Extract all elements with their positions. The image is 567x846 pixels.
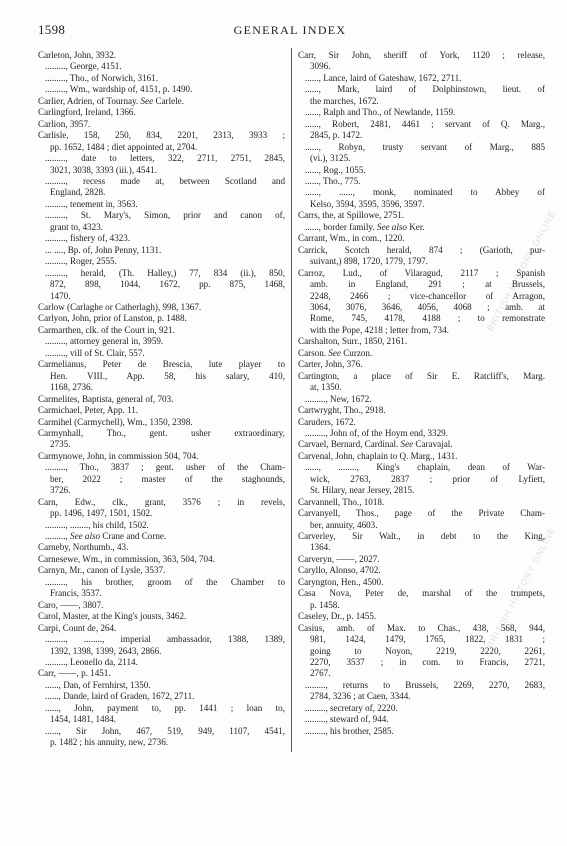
- entry-heading-line: Carmichael, Peter, App. 11.: [38, 405, 139, 416]
- entry-continuation-line: 1364.: [310, 542, 331, 553]
- index-entry: [38, 359, 285, 393]
- entry-heading-line: ........., his brother, 2585.: [305, 725, 394, 736]
- entry-continuation-line: 3021, 3038, 3393 (iii.), 4541.: [50, 164, 157, 175]
- entry-continuation-line: pp. 1652, 1484 ; diet appointed at, 2704.: [50, 141, 198, 152]
- index-entry: [298, 577, 545, 588]
- cross-reference-label: See: [140, 95, 154, 106]
- entry-heading-line: Carpi, Count de, 264.: [38, 622, 117, 633]
- index-entry: [38, 348, 285, 359]
- index-entry: [298, 417, 545, 428]
- index-entry: [38, 233, 285, 244]
- index-entry: [298, 371, 545, 394]
- index-entry: [298, 50, 545, 73]
- index-entry: [38, 268, 285, 302]
- entry-heading-line: Casius, amb. of Max. to Chas., 438, 568, 944,: [298, 622, 545, 633]
- cross-reference-label: See also: [70, 531, 101, 542]
- index-entry: [38, 119, 285, 130]
- entry-continuation-line: 2270, 3537 ; in com. to Francis, 2721,: [310, 657, 545, 668]
- index-entry: [298, 119, 545, 142]
- page-number: 1598: [38, 22, 66, 37]
- entry-heading-line: ........., fishery of, 4323.: [45, 233, 131, 244]
- entry-heading-line: Carmelites, Baptista, general of, 703.: [38, 393, 174, 404]
- entry-continuation-line: 3726.: [50, 485, 71, 496]
- index-entry: [38, 703, 285, 726]
- index-entry: [298, 405, 545, 416]
- index-entry: [38, 176, 285, 199]
- entry-heading-line: Carr, Sir John, sheriff of York, 1120 ; release,: [298, 50, 545, 60]
- entry-heading-line: ........., Tho., 3837 ; gent. usher of the Cham-: [45, 462, 285, 473]
- entry-heading-line: Carlow (Carlaghe or Catherlagh), 998, 1367.: [38, 301, 202, 312]
- index-entry: [38, 577, 285, 600]
- entry-heading-line: ......, ........, King's chaplain, dean of War-: [305, 462, 545, 473]
- entry-continuation-line: 1454, 1481, 1484.: [50, 714, 116, 725]
- entry-continuation-line: Rome, 745, 4178, 4188 ; to remonstrate: [310, 313, 545, 324]
- entry-text-segment: Caravajal.: [413, 439, 453, 450]
- entry-continuation-line: Kelso, 3594, 3595, 3596, 3597.: [310, 198, 425, 209]
- index-entry: [298, 73, 545, 84]
- cross-reference-label: See: [400, 439, 414, 450]
- entry-heading-line: Carverley, Sir Walt., in debt to the King,: [298, 531, 545, 542]
- index-entry: [38, 245, 285, 256]
- index-entry: [298, 439, 545, 450]
- index-entry: [298, 165, 545, 176]
- entry-heading-line: Carneby, Northumb., 43.: [38, 542, 129, 553]
- index-entry: [38, 428, 285, 451]
- entry-continuation-line: Francis, 3537.: [50, 588, 102, 599]
- index-entry: [298, 210, 545, 221]
- entry-text-segment: Carlier, Adrien, of Tournay.: [38, 95, 141, 106]
- entry-heading-line: ... ...., Bp. of, John Penny, 1131.: [45, 244, 162, 255]
- entry-heading-line: ......, Rog., 1055.: [305, 164, 366, 175]
- index-entry: [38, 394, 285, 405]
- entry-text-segment: Ker.: [406, 221, 425, 232]
- index-entry: [38, 657, 285, 668]
- entry-heading-line: Cartington, a place of Sir E. Ratcliff's, Marg.: [298, 370, 545, 381]
- index-entry: [298, 222, 545, 233]
- watermark-text: BRITISH HISTORY ONLINE: [485, 525, 558, 650]
- entry-heading-line: Carmelianus, Peter de Brescia, lute player to: [38, 359, 285, 370]
- watermark-text: BRITISH HISTORY ONLINE: [485, 208, 558, 333]
- index-entry: [38, 130, 285, 153]
- index-entry: [298, 554, 545, 565]
- entry-heading-line: ......, Dan, of Fernhirst, 1350.: [45, 679, 151, 690]
- entry-heading-line: ........., Roger, 2555.: [45, 256, 117, 267]
- entry-continuation-line: 2735.: [50, 439, 71, 450]
- entry-continuation-line: 2248, 2466 ; vice-chancellor of Arragon,: [310, 290, 545, 301]
- entry-heading-line: Caryngton, Hen., 4500.: [298, 576, 384, 587]
- index-entry: [38, 462, 285, 496]
- entry-heading-line: Carlingford, Ireland, 1366.: [38, 107, 136, 118]
- entry-heading-line: ........., Tho., of Norwich, 3161.: [45, 72, 158, 83]
- entry-text-segment: ......, border family.: [305, 221, 377, 232]
- index-entry: [38, 50, 285, 61]
- index-entry: [38, 73, 285, 84]
- index-entry: [298, 233, 545, 244]
- entry-continuation-line: 2845, p. 1472.: [310, 130, 363, 141]
- index-entry: [38, 199, 285, 210]
- entry-continuation-line: Hen. VIII., App. 58, his salary, 410,: [50, 370, 285, 381]
- entry-heading-line: Carrick, Scotch herald, 874 ; (Garioth, pur-: [298, 244, 545, 255]
- index-entry: [38, 61, 285, 72]
- index-entry: [38, 96, 285, 107]
- entry-heading-line: [298, 439, 545, 450]
- index-entry: [38, 554, 285, 565]
- entry-heading-line: ........., George, 4151.: [45, 61, 122, 72]
- index-entry: [38, 325, 285, 336]
- entry-continuation-line: 981, 1424, 1479, 1765, 1822, 1831 ;: [310, 634, 545, 645]
- index-entry: [38, 691, 285, 702]
- entry-continuation-line: 1392, 1398, 1399, 2643, 2866.: [50, 645, 162, 656]
- entry-heading-line: Caseley, Dr., p. 1455.: [298, 611, 377, 622]
- entry-heading-line: ........., steward of, 944.: [305, 714, 389, 725]
- index-entry: [38, 726, 285, 749]
- index-entry: [38, 497, 285, 520]
- entry-continuation-line: suivant,) 898, 1720, 1779, 1797.: [310, 256, 428, 267]
- entry-heading-line: Carroz, Lud., of Vilaragud, 2117 ; Spanish: [298, 267, 545, 278]
- index-entry: [298, 142, 545, 165]
- index-entry: [298, 84, 545, 107]
- index-entry: [38, 634, 285, 657]
- entry-continuation-line: (vi.), 3125.: [310, 153, 351, 164]
- index-entry: [38, 210, 285, 233]
- entry-continuation-line: 1168, 2736.: [50, 382, 93, 393]
- index-entry: [298, 462, 545, 496]
- entry-continuation-line: 1470.: [50, 290, 71, 301]
- index-entry: [38, 565, 285, 576]
- entry-continuation-line: p. 1482 ; his annuity, new, 2736.: [50, 737, 169, 748]
- entry-heading-line: Carlion, 3957.: [38, 118, 91, 129]
- entry-heading-line: [38, 531, 285, 542]
- entry-continuation-line: wick, 2763, 2837 ; prior of Lyfiett,: [310, 473, 545, 484]
- entry-continuation-line: 2784, 3236 ; at Caen, 3344.: [310, 691, 411, 702]
- entry-heading-line: ......, ......, monk, nominated to Abbey of: [305, 187, 545, 198]
- index-entry: [38, 336, 285, 347]
- entry-heading-line: Carr, ——, p. 1451.: [38, 668, 111, 679]
- entry-heading-line: Caruders, 1672.: [298, 416, 356, 427]
- entry-heading-line: ........., ........, imperial ambassador, 1388, 1389,: [45, 634, 285, 645]
- entry-continuation-line: 3064, 3076, 3646, 4056, 4068 ; amb. at: [310, 301, 545, 312]
- index-entry: [298, 107, 545, 118]
- entry-text-segment: Carvael, Bernard, Cardinal.: [298, 439, 401, 450]
- entry-heading-line: Carlyon, John, prior of Lanston, p. 1488.: [38, 313, 187, 324]
- entry-heading-line: Carrant, Wm., in com., 1220.: [298, 233, 405, 244]
- index-entry: [298, 497, 545, 508]
- entry-heading-line: ......, Dande, laird of Graden, 1672, 2711.: [45, 691, 195, 702]
- entry-continuation-line: with the Pope, 4218 ; letter from, 734.: [310, 324, 449, 335]
- entry-continuation-line: pp. 1496, 1497, 1501, 1502.: [50, 508, 153, 519]
- index-entry: [38, 256, 285, 267]
- index-entry: [38, 84, 285, 95]
- entry-heading-line: ........., his brother, groom of the Chamber to: [45, 576, 285, 587]
- index-entry: [38, 451, 285, 462]
- entry-heading-line: ........., Leonello da, 2114.: [45, 657, 138, 668]
- index-entry: [38, 542, 285, 553]
- index-entry: [298, 451, 545, 462]
- entry-heading-line: ........., attorney general in, 3959.: [45, 336, 164, 347]
- entry-heading-line: Casa Nova, Peter de, marshal of the trumpets,: [298, 588, 545, 599]
- index-entry: [298, 565, 545, 576]
- column-rule: [291, 48, 292, 752]
- entry-heading-line: ......, Mark, laird of Dolphinstown, lieut. of: [305, 84, 545, 95]
- entry-heading-line: ........., secretary of, 2220.: [305, 702, 398, 713]
- entry-heading-line: ........., herald, (Th. Halley,) 77, 834 (ii.), 850,: [45, 267, 285, 278]
- entry-heading-line: [38, 96, 285, 107]
- index-entry: [298, 508, 545, 531]
- entry-heading-line: ......, John, payment to, pp. 1441 ; loan to,: [45, 702, 285, 713]
- entry-heading-line: [298, 348, 545, 359]
- index-column-right: [298, 50, 545, 737]
- entry-text-segment: .........,: [45, 531, 71, 542]
- entry-heading-line: ......, Sir John, 467, 519, 949, 1107, 4541,: [45, 725, 285, 736]
- index-entry: [298, 359, 545, 370]
- entry-continuation-line: 2767.: [310, 668, 331, 679]
- index-entry: [298, 623, 545, 680]
- entry-heading-line: Caro, ——, 3807.: [38, 599, 104, 610]
- index-entry: [38, 302, 285, 313]
- entry-heading-line: Carleton, John, 3932.: [38, 50, 117, 60]
- index-entry: [298, 187, 545, 210]
- index-entry: [38, 623, 285, 634]
- index-entry: [38, 680, 285, 691]
- entry-heading-line: ........., returns to Brussels, 2269, 2270, 2683,: [305, 679, 545, 690]
- entry-continuation-line: England, 2828.: [50, 187, 106, 198]
- entry-heading-line: Carnyn, Mr., canon of Lysle, 3537.: [38, 565, 166, 576]
- index-entry: [298, 680, 545, 703]
- entry-heading-line: ......, Robyn, trusty servant of Marg., 885: [305, 141, 545, 152]
- entry-continuation-line: ber, 2022 ; master of the staghounds,: [50, 473, 285, 484]
- running-head: GENERAL INDEX: [233, 23, 347, 37]
- index-entry: [298, 428, 545, 439]
- entry-heading-line: Carol, Master, at the King's jousts, 3462.: [38, 611, 187, 622]
- entry-continuation-line: St. Hilary, near Jersey, 2815.: [310, 485, 415, 496]
- entry-continuation-line: 872, 898, 1044, 1672, pp. 875, 1468,: [50, 279, 285, 290]
- entry-heading-line: ........., ........, his child, 1502.: [45, 519, 149, 530]
- entry-heading-line: ........., St. Mary's, Simon, prior and canon of,: [45, 210, 285, 221]
- entry-continuation-line: 3096.: [310, 61, 331, 72]
- entry-text-segment: Carlele.: [153, 95, 184, 106]
- cross-reference-label: See: [328, 347, 341, 358]
- index-entry: [298, 726, 545, 737]
- index-entry: [298, 394, 545, 405]
- entry-continuation-line: ber, annuity, 4603.: [310, 519, 378, 530]
- index-entry: [38, 668, 285, 679]
- entry-heading-line: ......, Ralph and Tho., of Newlande, 1159.: [305, 107, 456, 118]
- index-entry: [38, 313, 285, 324]
- entry-heading-line: ......, Robert, 2481, 4461 ; servant of Q. Marg.,: [305, 118, 545, 129]
- index-entry: [298, 714, 545, 725]
- entry-heading-line: [298, 222, 545, 233]
- entry-heading-line: Cartwryght, Tho., 2918.: [298, 405, 386, 416]
- entry-heading-line: ........., vill of St. Clair, 557.: [45, 347, 145, 358]
- entry-heading-line: Carn, Edw., clk., grant, 3576 ; in revels,: [38, 496, 285, 507]
- entry-heading-line: Carvenal, John, chaplain to Q. Marg., 1431.: [298, 450, 458, 461]
- entry-continuation-line: at, 1350.: [310, 382, 342, 393]
- entry-heading-line: Carvannell, Tho., 1018.: [298, 496, 385, 507]
- index-entry: [298, 703, 545, 714]
- entry-heading-line: ........., New, 1672.: [305, 393, 372, 404]
- index-entry: [298, 336, 545, 347]
- entry-heading-line: Carshalton, Surr., 1850, 2161.: [298, 336, 408, 347]
- entry-text-segment: Curzon.: [340, 347, 373, 358]
- index-entry: [298, 245, 545, 268]
- entry-text-segment: Crane and Corne.: [100, 531, 167, 542]
- entry-heading-line: Carnesewe, Wm., in commission, 363, 504, 704.: [38, 553, 215, 564]
- entry-heading-line: ........., John of, of the Hoym end, 3329.: [305, 427, 448, 438]
- entry-heading-line: ......, Tho., 775.: [305, 175, 361, 186]
- index-entry: [298, 348, 545, 359]
- entry-heading-line: Carrs, the, at Spillowe, 2751.: [298, 210, 405, 221]
- index-entry: [38, 107, 285, 118]
- entry-heading-line: Carter, John, 376.: [298, 359, 363, 370]
- index-entry: [38, 611, 285, 622]
- index-entry: [38, 405, 285, 416]
- entry-heading-line: Carmihel (Carmychell), Wm., 1350, 2398.: [38, 416, 193, 427]
- entry-continuation-line: grant to, 4323.: [50, 221, 104, 232]
- entry-heading-line: Carmynowe, John, in commission 504, 704.: [38, 450, 199, 461]
- index-entry: [38, 417, 285, 428]
- entry-heading-line: ........., Wm., wardship of, 4151, p. 1490.: [45, 84, 193, 95]
- entry-continuation-line: p. 1458.: [310, 599, 340, 610]
- entry-continuation-line: amb. in England, 291 ; at Brussels,: [310, 279, 545, 290]
- entry-continuation-line: going to Noyon, 2219, 2220, 2261,: [310, 645, 545, 656]
- entry-heading-line: ........., date to letters, 322, 2711, 2751, 2845,: [45, 153, 285, 164]
- entry-heading-line: ........., tenement in, 3563.: [45, 198, 138, 209]
- entry-heading-line: Carmarthen, clk. of the Court in, 921.: [38, 324, 175, 335]
- entry-heading-line: ........., recess made at, between Scotland and: [45, 175, 285, 186]
- entry-heading-line: ......, Lance, laird of Gateshaw, 1672, 2711.: [305, 72, 462, 83]
- entry-continuation-line: the marches, 1672.: [310, 95, 379, 106]
- index-entry: [298, 176, 545, 187]
- entry-heading-line: Carveryn, ——, 2027.: [298, 553, 380, 564]
- index-entry: [38, 153, 285, 176]
- index-entry: [38, 600, 285, 611]
- entry-heading-line: Carvanyell, Thos., page of the Private Cham-: [298, 508, 545, 519]
- index-entry: [38, 531, 285, 542]
- cross-reference-label: See also: [376, 221, 407, 232]
- index-entry: [38, 520, 285, 531]
- index-column-left: [38, 50, 285, 749]
- entry-heading-line: Carmynhall, Tho., gent. usher extraordinary,: [38, 427, 285, 438]
- entry-text-segment: Carson.: [298, 347, 329, 358]
- entry-heading-line: Caryllo, Alonso, 4702.: [298, 565, 381, 576]
- entry-heading-line: Carlisle, 158, 250, 834, 2201, 2313, 3933 ;: [38, 130, 285, 141]
- index-entry: [298, 531, 545, 554]
